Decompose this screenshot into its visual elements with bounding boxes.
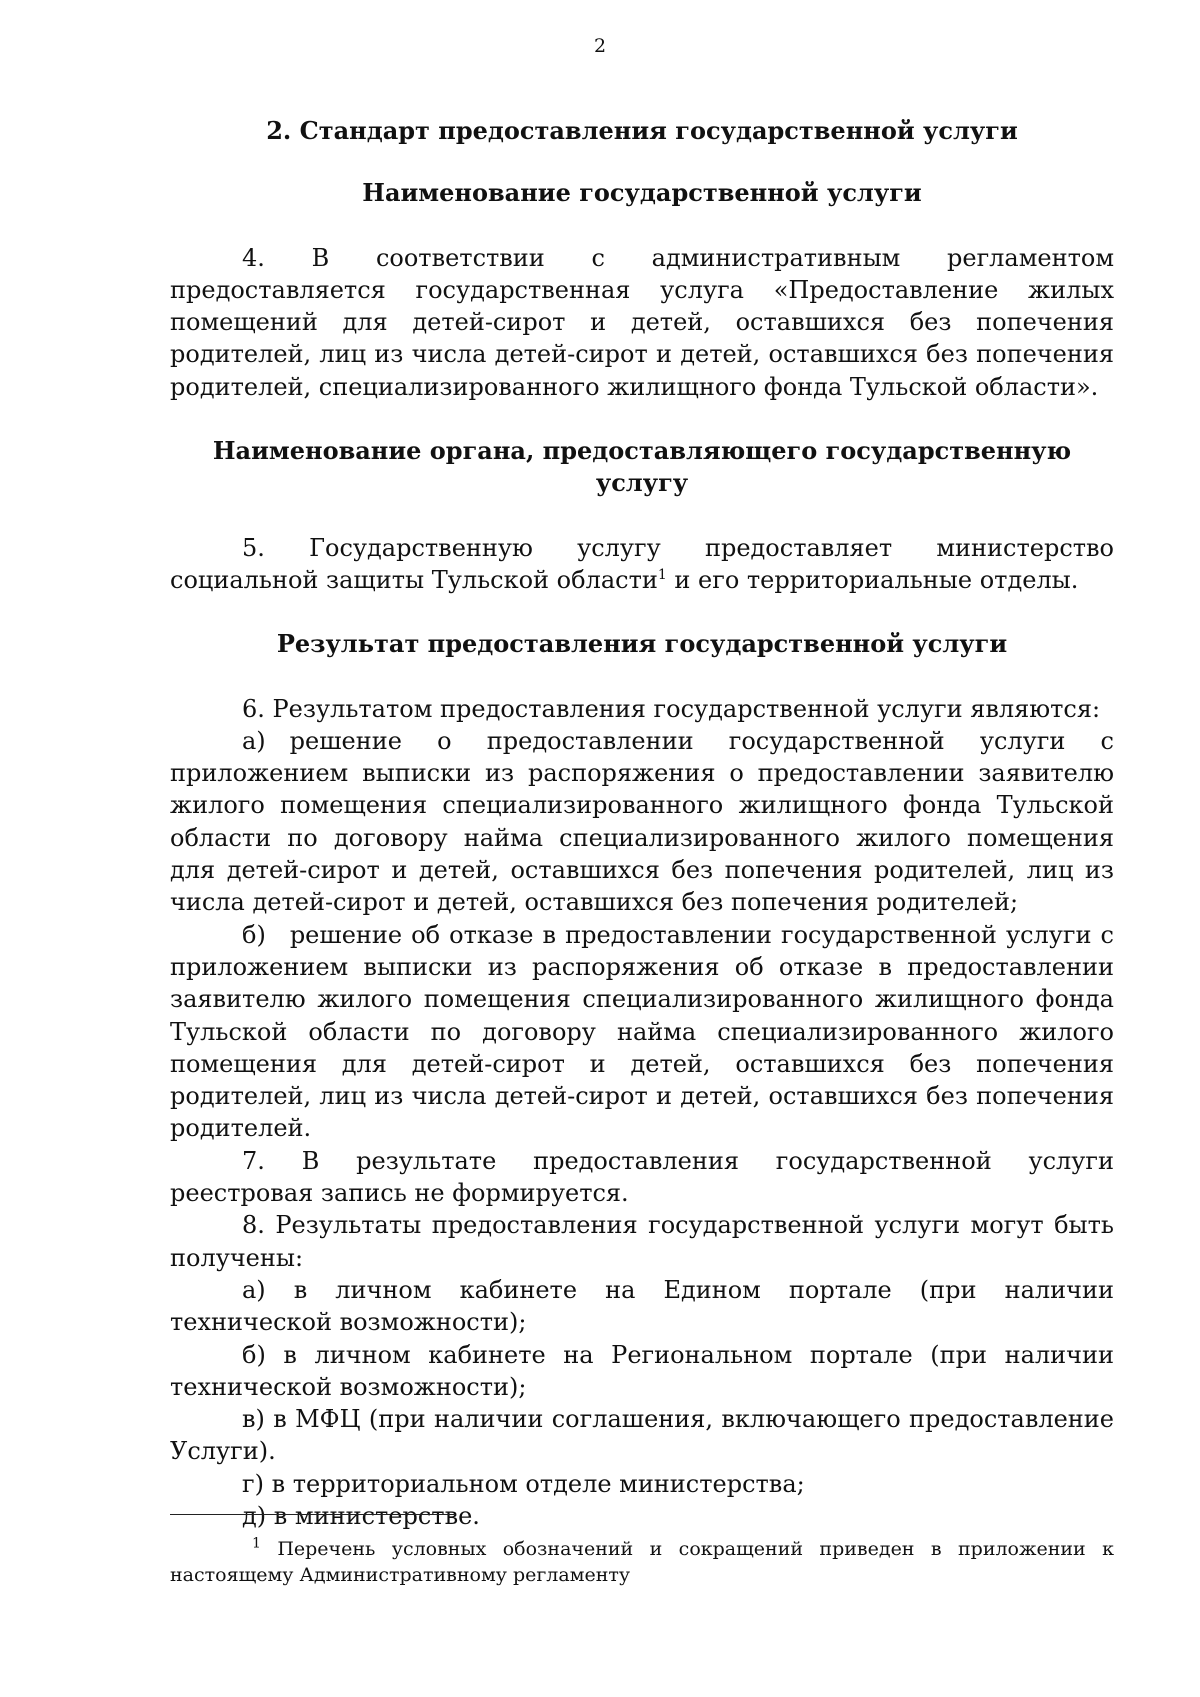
heading-service-name: Наименование государственной услуги: [362, 178, 922, 208]
heading-provider: Наименование органа, предоставляющего государственную услугу: [212, 436, 1072, 498]
section-title: 2. Стандарт предоставления государственной услуги: [266, 116, 1018, 145]
paragraph-5-text-end: и его территориальные отделы.: [666, 565, 1079, 594]
footnote-text: Перечень условных обозначений и сокращений приведен в приложении к настоящему Административному регламенту: [170, 1538, 1114, 1586]
paragraph-6: 6. Результатом предоставления государственной услуги являются:: [242, 694, 1101, 723]
paragraph-8e: д) в министерстве.: [242, 1501, 480, 1530]
paragraph-8b: б) в личном кабинете на Региональном портале (при наличии технической возможности);: [170, 1340, 1114, 1401]
heading-result: Результат предоставления государственной услуги: [276, 629, 1008, 659]
paragraph-8d: г) в территориальном отделе министерства;: [242, 1469, 805, 1498]
document-body: [170, 104, 1114, 1532]
paragraph-6b: б) решение об отказе в предоставлении государственной услуги с приложением выписки из распоряжения об отказе в предоставлении заявителю жилого помещения специализированного жилищного фонда Тульской области по договору найма специализированного жилого помещения для детей-сирот и детей, оставшихся без попечения родителей, лиц из числа детей-сирот и детей, оставшихся без попечения родителей.: [170, 920, 1114, 1143]
paragraph-5: [170, 532, 1114, 597]
paragraph-8a: а) в личном кабинете на Едином портале (при наличии технической возможности);: [170, 1275, 1114, 1337]
paragraph-7: 7. В результате предоставления государственной услуги реестровая запись не формируется.: [170, 1146, 1114, 1208]
paragraph-8c: в) в МФЦ (при наличии соглашения, включающего предоставление Услуги).: [170, 1405, 1114, 1466]
footnote-reference: 1: [657, 566, 667, 583]
paragraph-8: 8. Результаты предоставления государственной услуги могут быть получены:: [170, 1211, 1114, 1272]
paragraph-6a: а) решение о предоставлении государственной услуги с приложением выписки из распоряжения о предоставлении заявителю жилого помещения специализированного жилищного фонда Тульской области по договору найма специализированного жилого помещения для детей-сирот и детей, оставшихся без попечения родителей, лиц из числа детей-сирот и детей, оставшихся без попечения родителей;: [170, 726, 1114, 917]
footnote-divider: [170, 1514, 454, 1515]
paragraph-5-text: 5. Государственную услугу предоставляет министерство социальной защиты Тульской области: [170, 533, 1114, 594]
footnote-mark: 1: [252, 1535, 261, 1552]
footnote: [170, 1536, 1114, 1588]
page-number: 2: [593, 35, 607, 57]
paragraph-4: 4. В соответствии с административным регламентом предоставляется государственная услуга «Предоставление жилых помещений для детей-сирот и детей, оставшихся без попечения родителей, лиц из числа детей-сирот и детей, оставшихся без попечения родителей, специализированного жилищного фонда Тульской области».: [170, 243, 1114, 401]
